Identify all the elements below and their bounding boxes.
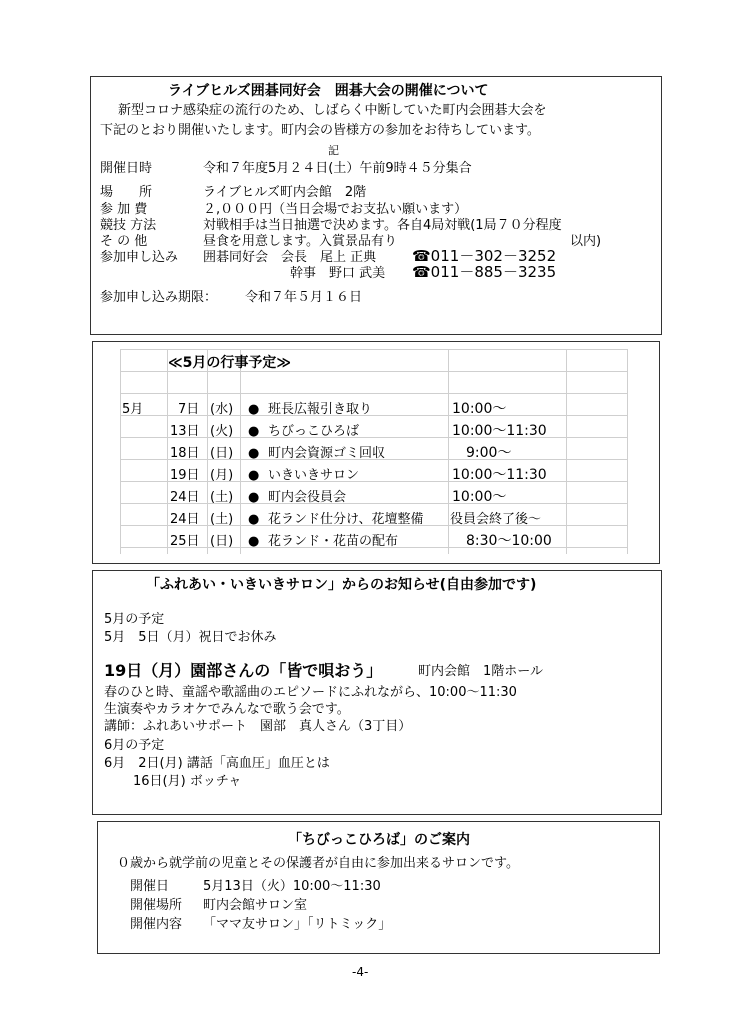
event-time: 10:00～	[452, 489, 507, 505]
event-dow: (日)	[210, 446, 234, 461]
event-day: 18日	[170, 446, 200, 461]
event-time: 8:30～10:00	[466, 533, 552, 549]
event-day: 7日	[178, 402, 200, 417]
salon-headline: 19日（月）園部さんの「皆で唄おう」	[104, 661, 383, 680]
event-time: 10:00～11:30	[452, 467, 547, 483]
event-time: 9:00～	[466, 445, 512, 461]
go-row-label: 参加申し込み	[100, 250, 179, 265]
event-name: 町内会役員会	[268, 490, 347, 505]
schedule-month: 5月	[122, 402, 144, 417]
go-row-label: 競技 方法	[100, 218, 157, 233]
go-row-label: 場 所	[100, 185, 153, 200]
event-name: 花ランド・花苗の配布	[268, 534, 399, 549]
go-row-value: 対戦相手は当日抽選で決めます。各自4局対戦(1局７０分程度	[203, 218, 562, 233]
chibikko-row-label: 開催場所	[130, 898, 183, 913]
salon-desc-2: 生演奏やカラオケでみんなで歌う会です。	[104, 702, 350, 717]
chibikko-title: 「ちびっこひろば」のご案内	[288, 832, 470, 848]
event-bullet: ●	[248, 424, 260, 439]
event-dow: (日)	[210, 534, 234, 549]
go-row-value: 囲碁同好会 会長 尾上 正典	[203, 250, 377, 265]
event-name: 町内会資源ゴミ回収	[268, 446, 386, 461]
chibikko-row-value: 町内会館サロン室	[203, 898, 308, 913]
page-number: -4-	[352, 965, 369, 979]
go-tournament-title: ライブヒルズ囲碁同好会 囲碁大会の開催について	[168, 83, 489, 99]
go-row-label: 開催日時	[100, 161, 153, 176]
event-dow: (月)	[210, 468, 234, 483]
event-dow: (火)	[210, 424, 234, 439]
go-row-label: 参 加 費	[100, 202, 148, 217]
chibikko-row-label: 開催日	[130, 879, 170, 894]
event-bullet: ●	[248, 490, 260, 505]
event-bullet: ●	[248, 402, 260, 417]
event-name: 花ランド仕分け、花壇整備	[268, 512, 424, 527]
go-intro-line-2: 下記のとおり開催いたします。町内会の皆様方の参加をお待ちしています。	[100, 123, 540, 138]
salon-may5: 5月 5日（月）祝日でお休み	[104, 630, 277, 645]
go-row-value: ２,０００円（当日会場でお支払い願います）	[203, 202, 468, 217]
event-day: 25日	[170, 534, 200, 549]
event-dow: (土)	[210, 512, 234, 527]
salon-desc-1: 春のひと時、童謡や歌謡曲のエピソードにふれながら、10:00～11:30	[104, 685, 517, 700]
chibikko-row-value: 5月13日（火）10:00～11:30	[203, 879, 381, 894]
event-time: 役員会終了後～	[450, 512, 542, 527]
ki-mark: 記	[328, 144, 339, 157]
go-deadline-value: 令和７年５月１６日	[245, 290, 363, 305]
event-bullet: ●	[248, 512, 260, 527]
salon-june2: 6月 2日(月) 講話「高血圧」血圧とは	[104, 756, 330, 771]
go-intro-line-1: 新型コロナ感染症の流行のため、しばらく中断していた町内会囲碁大会を	[118, 103, 547, 118]
go-row-value: 令和７年度5月２４日(土）午前9時４５分集合	[203, 161, 472, 176]
event-day: 24日	[170, 490, 200, 505]
event-bullet: ●	[248, 468, 260, 483]
go-row-value: 昼食を用意します。入賞景品有り	[203, 234, 397, 249]
event-name: いきいきサロン	[268, 468, 360, 483]
event-dow: (水)	[210, 402, 234, 417]
go-phone-2: ☎011－885－3235	[412, 263, 557, 281]
go-within-note: 以内)	[570, 234, 602, 249]
salon-lecturer: 講師：ふれあいサポート 園部 真人さん（3丁目）	[104, 719, 412, 734]
event-day: 13日	[170, 424, 200, 439]
event-time: 10:00～11:30	[452, 423, 547, 439]
go-row-value: ライブヒルズ町内会館 2階	[203, 185, 367, 200]
go-phone-1: ☎011－302－3252	[412, 247, 557, 265]
salon-venue: 町内会館 1階ホール	[418, 664, 544, 679]
chibikko-row-label: 開催内容	[130, 917, 183, 932]
event-day: 24日	[170, 512, 200, 527]
event-dow: (土)	[210, 490, 234, 505]
event-bullet: ●	[248, 446, 260, 461]
salon-june-plan: 6月の予定	[104, 738, 165, 753]
event-time: 10:00～	[452, 401, 507, 417]
go-deadline-label: 参加申し込み期限：	[100, 290, 218, 305]
salon-june16: 16日(月) ボッチャ	[133, 774, 242, 789]
chibikko-row-value: 「ママ友サロン」「リトミック」	[203, 917, 392, 932]
go-kanji-row: 幹事 野口 武美	[290, 266, 386, 281]
go-row-label: そ の 他	[100, 234, 148, 249]
salon-title: 「ふれあい・いきいきサロン」からのお知らせ(自由参加です)	[146, 577, 537, 593]
event-day: 19日	[170, 468, 200, 483]
chibikko-desc: ０歳から就学前の児童とその保護者が自由に参加出来るサロンです。	[117, 856, 519, 871]
event-bullet: ●	[248, 534, 260, 549]
event-name: ちびっこひろば	[268, 424, 360, 439]
event-name: 班長広報引き取り	[268, 402, 373, 417]
schedule-title: ≪5月の行事予定≫	[168, 355, 292, 371]
salon-may-plan: 5月の予定	[104, 612, 165, 627]
